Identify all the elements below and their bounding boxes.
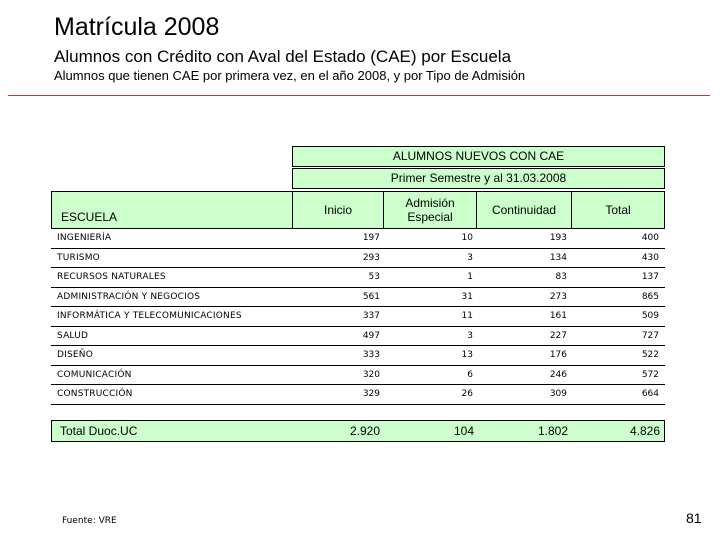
cell-escuela: CONSTRUCCIÓN xyxy=(57,389,133,399)
cell-inicio: 329 xyxy=(362,389,380,399)
cell-total: 400 xyxy=(641,233,659,243)
total-total: 4.826 xyxy=(629,424,660,438)
cell-escuela: INGENIERÍA xyxy=(57,233,112,243)
header-continuidad: Continuidad xyxy=(476,191,572,229)
table-row xyxy=(51,249,665,269)
cell-inicio: 53 xyxy=(368,272,380,282)
cell-total: 664 xyxy=(641,389,659,399)
cell-continuidad: 83 xyxy=(555,272,567,282)
cell-inicio: 293 xyxy=(362,252,380,263)
page-number: 81 xyxy=(686,510,702,526)
page-subtitle: Alumnos con Crédito con Aval del Estado (CAE) por Escuela xyxy=(54,47,512,66)
cell-inicio: 497 xyxy=(362,330,380,341)
cell-inicio: 333 xyxy=(362,350,380,360)
header-inicio: Inicio xyxy=(292,191,384,229)
table-banner-period: Primer Semestre y al 31.03.2008 xyxy=(292,168,665,189)
total-admision: 104 xyxy=(453,424,474,438)
table-row xyxy=(51,268,665,288)
header-total: Total xyxy=(571,191,665,229)
cell-inicio: 320 xyxy=(362,369,380,380)
cell-total: 865 xyxy=(641,291,659,302)
cell-escuela: DISEÑO xyxy=(57,350,94,360)
cell-admision: 3 xyxy=(467,330,473,341)
cell-inicio: 197 xyxy=(362,233,380,243)
cell-total: 430 xyxy=(641,252,659,263)
total-inicio: 2.920 xyxy=(349,424,380,438)
cell-inicio: 337 xyxy=(362,311,380,321)
table-body xyxy=(51,229,665,405)
table-row xyxy=(51,307,665,327)
source-note: Fuente: VRE xyxy=(62,516,117,526)
table-row xyxy=(51,385,665,405)
table-banner-main: ALUMNOS NUEVOS CON CAE xyxy=(292,146,665,167)
cell-total: 727 xyxy=(641,330,659,341)
page-title: Matrícula 2008 xyxy=(54,13,220,41)
table-row xyxy=(51,288,665,308)
cell-escuela: SALUD xyxy=(57,330,89,341)
cell-admision: 26 xyxy=(461,389,473,399)
total-label: Total Duoc.UC xyxy=(60,424,138,438)
title-divider xyxy=(8,95,710,96)
cell-admision: 13 xyxy=(461,350,473,360)
page-description: Alumnos que tienen CAE por primera vez, en el año 2008, y por Tipo de Admisión xyxy=(54,68,526,83)
cell-escuela: RECURSOS NATURALES xyxy=(57,272,166,282)
cell-continuidad: 246 xyxy=(549,369,567,380)
cell-admision: 10 xyxy=(461,233,473,243)
table-row xyxy=(51,366,665,386)
cell-continuidad: 227 xyxy=(549,330,567,341)
cell-escuela: TURISMO xyxy=(57,252,100,263)
cell-continuidad: 273 xyxy=(549,291,567,302)
cell-continuidad: 134 xyxy=(549,252,567,263)
cell-escuela: COMUNICACIÓN xyxy=(57,369,132,380)
total-continuidad: 1.802 xyxy=(537,424,568,438)
header-escuela: ESCUELA xyxy=(61,210,118,224)
cell-admision: 11 xyxy=(461,311,473,321)
cell-continuidad: 176 xyxy=(549,350,567,360)
table-total-row xyxy=(51,420,665,442)
cell-continuidad: 161 xyxy=(549,311,567,321)
cell-continuidad: 193 xyxy=(549,233,567,243)
cell-total: 509 xyxy=(641,311,659,321)
cell-admision: 1 xyxy=(467,272,473,282)
cell-inicio: 561 xyxy=(362,291,380,302)
cell-admision: 31 xyxy=(461,291,473,302)
header-admision: Admisión Especial xyxy=(383,191,477,229)
table-row xyxy=(51,229,665,249)
cell-escuela: INFORMÁTICA Y TELECOMUNICACIONES xyxy=(57,311,242,321)
cell-total: 572 xyxy=(641,369,659,380)
cell-admision: 6 xyxy=(467,369,473,380)
cell-admision: 3 xyxy=(467,252,473,263)
table-row xyxy=(51,346,665,366)
cell-continuidad: 309 xyxy=(549,389,567,399)
cell-total: 522 xyxy=(641,350,659,360)
cell-total: 137 xyxy=(641,272,659,282)
cell-escuela: ADMINISTRACIÓN Y NEGOCIOS xyxy=(57,291,201,302)
table-row xyxy=(51,327,665,347)
